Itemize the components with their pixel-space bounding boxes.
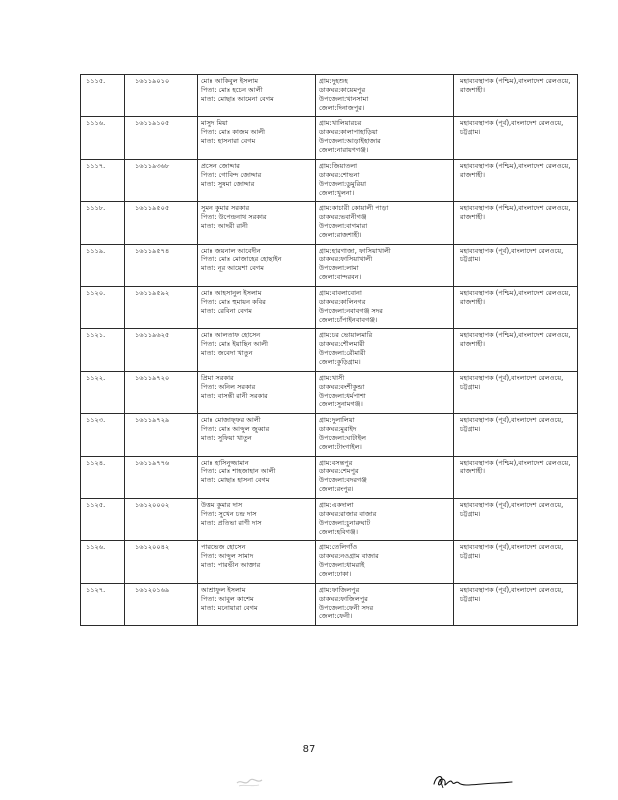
table-row [81,583,578,625]
serial-text: ১১১৮. [86,204,106,213]
table-row [81,456,578,498]
serial-text: ১১২৩. [86,416,106,425]
father-text: পিতা: গোবিন্দ জোদ্দার [201,170,262,179]
roll-cell [125,498,198,540]
post-text: ডাকঘর:শৌলমারী [319,340,365,349]
district-text: জেলা:ঢাকা। [319,570,352,579]
posting-cell [454,371,578,413]
mother-text: মাতা: সুষমা জোদ্দার [201,179,255,188]
mother-text: মাতা: পারভীন আক্তার [201,561,261,570]
address-cell [316,414,454,456]
name-text: প্রিমা সরকার [201,373,234,382]
address-cell [316,159,454,201]
person-cell [198,498,316,540]
address-cell [316,371,454,413]
name-text: আশ্রাফুল ইসলাম [201,585,246,594]
roll-text: ১৬১১৯৫৯২ [135,288,170,297]
post-text: ডাকঘর:মুরাইদ [319,425,357,434]
table-row [81,286,578,328]
address-cell [316,202,454,244]
name-text: মোঃ আহসানুল ইসলাম [201,288,262,297]
upazila-text: উপজেলা:আড়াইহাজার [319,137,381,146]
person-cell [198,202,316,244]
roll-cell [125,244,198,286]
serial-cell [81,498,125,540]
roll-text: ১৬১১৯৭২০ [135,373,170,382]
posting-text: মহাব্যবস্থাপক (পশ্চিম),বাংলাদেশ রেলওয়ে, রাজশাহী। [460,288,571,306]
village-text: গ্রাম:হারগাজা, ফাসিয়াখালী [319,246,391,255]
father-text: পিতা: অনিল সরকার [201,382,256,391]
village-text: গ্রাম:একদালা [319,500,354,509]
name-text: উত্তম কুমার দাস [201,500,243,509]
posting-text: মহাব্যবস্থাপক (পূর্ব),বাংলাদেশ রেলওয়ে, চট্টগ্রাম। [460,119,564,137]
post-text: ডাকঘর:ফাসিয়াখালী [319,255,373,264]
name-text: সুমন কুমার সরকার [201,204,250,213]
serial-text: ১১২৫. [86,500,106,509]
table-row [81,541,578,583]
district-text: জেলা:কুড়িগ্রাম। [319,358,361,367]
serial-cell [81,286,125,328]
roll-cell [125,159,198,201]
village-text: গ্রাম:বসন্তপুর [319,458,353,467]
upazila-text: উপজেলা:চুনারুঘাট [319,518,371,527]
roll-cell [125,414,198,456]
mother-text: মাতা: হাসনারা বেগম [201,137,256,146]
name-text: মোঃ আকিবুল ইসলাম [201,77,259,85]
roll-text: ১৬১১৯৫৭৪ [135,246,170,255]
post-text: ডাকঘর:কালিনগর [319,297,366,306]
serial-cell [81,117,125,159]
father-text: পিতা: মোঃ কাজম আলী [201,128,266,137]
serial-text: ১১১৫. [86,77,106,85]
posting-cell [454,329,578,371]
table-body [81,75,578,626]
table-row [81,414,578,456]
roll-cell [125,75,198,117]
father-text: পিতা: মোঃ হচেন আলী [201,85,263,94]
posting-cell [454,244,578,286]
mother-text: মাতা: মোছাঃ হাসনা বেগম [201,476,270,485]
address-cell [316,244,454,286]
name-text: মোঃ আলতাফ হোসেন [201,331,261,340]
posting-cell [454,456,578,498]
posting-text: মহাব্যবস্থাপক (পশ্চিম),বাংলাদেশ রেলওয়ে, রাজশাহী। [460,161,571,179]
posting-cell [454,541,578,583]
father-text: পিতা: মোঃ হুমায়ন কবির [201,297,266,306]
table-row [81,159,578,201]
upazila-text: উপজেলা:খানসামা [319,94,369,103]
serial-cell [81,583,125,625]
posting-text: মহাব্যবস্থাপক (পূর্ব),বাংলাদেশ রেলওয়ে, চট্টগ্রাম। [460,416,564,434]
serial-text: ১১২৭. [86,585,106,594]
upazila-text: উপজেলা:রৌমারী [319,349,366,358]
roll-cell [125,456,198,498]
post-text: ডাকঘর:শেমপুর [319,467,359,476]
person-cell [198,456,316,498]
person-cell [198,117,316,159]
father-text: পিতা: মোঃ শাহজাহান আলী [201,467,276,476]
address-cell [316,117,454,159]
scan-smudge [235,775,265,789]
roll-cell [125,371,198,413]
mother-text: মাতা: বাসন্তী রানী সরকার [201,391,268,400]
post-text: ডাকঘর:ভবানীগঞ্জ [319,213,367,222]
mother-text: মাতা: প্রতিভা রাণী দাস [201,518,262,527]
district-text: জেলা:ফেনী। [319,612,353,621]
table-row [81,371,578,413]
upazila-text: উপজেলা:বাগমারা [319,221,368,230]
serial-cell [81,371,125,413]
name-text: মোঃ মোজাফ্ফর আলী [201,416,261,425]
roll-cell [125,541,198,583]
post-text: ডাকঘর:বংশীকুন্ডা [319,382,365,391]
upazila-text: উপজেলা:ডুমুরিয়া [319,179,367,188]
posting-cell [454,286,578,328]
address-cell [316,456,454,498]
table-row [81,117,578,159]
roll-text: ১৬১১৯৭২৯ [135,416,170,425]
posting-cell [454,159,578,201]
roll-text: ১৬১১৯৫০৫ [135,204,170,213]
serial-text: ১১২৬. [86,543,106,552]
name-text: পারভেজ হোসেন [201,543,246,552]
father-text: পিতা: মোঃ ইয়াছিন আলী [201,340,269,349]
district-text: জেলা:চাঁপাইনবাবগঞ্জ। [319,315,378,324]
upazila-text: উপজেলা:নবাবগঞ্জ সদর [319,306,383,315]
posting-text: মহাব্যবস্থাপক (পশ্চিম),বাংলাদেশ রেলওয়ে, রাজশাহী। [460,204,571,222]
name-text: মোঃ জয়নাল আবেদীন [201,246,261,255]
post-text: ডাকঘর:কায়েমপুর [319,85,366,94]
serial-text: ১১২৪. [86,458,106,467]
district-text: জেলা:রাজশাহী। [319,230,362,239]
serial-text: ১১২০. [86,288,106,297]
serial-text: ১১২২. [86,373,106,382]
posting-text: মহাব্যবস্থাপক (পূর্ব),বাংলাদেশ রেলওয়ে, চট্টগ্রাম। [460,585,564,603]
district-text: জেলা:খুলনা। [319,188,355,197]
person-cell [198,159,316,201]
roll-text: ১৬১২০১৬৯ [135,585,170,594]
village-text: গ্রাম:জিয়াতলা [319,161,358,170]
roll-text: ১৬১১৯৬২৫ [135,331,170,340]
village-text: গ্রাম:দুলালিয়া [319,416,355,425]
post-text: ডাকঘর:রাজার বাজার [319,509,377,518]
table-row [81,244,578,286]
serial-text: ১১১৬. [86,119,106,128]
roll-text: ১৬১১৯১০৫ [135,119,170,128]
roll-cell [125,202,198,244]
posting-cell [454,202,578,244]
candidate-list-table [80,74,578,626]
mother-text: মাতা: জবেদা খাতুন [201,349,253,358]
posting-cell [454,414,578,456]
serial-cell [81,202,125,244]
village-text: গ্রাম:দুহশুহ [319,77,348,85]
person-cell [198,329,316,371]
posting-cell [454,117,578,159]
village-text: গ্রাম:তেলিগাঁও [319,543,358,552]
father-text: পিতা: সুখেন চন্দ্র দাস [201,509,257,518]
mother-text: মাতা: মনোয়ারা বেগম [201,603,258,612]
village-text: গ্রাম:বাবলাবোনা [319,288,362,297]
post-text: ডাকঘর:কালাপাহাড়িয়া [319,128,378,137]
person-cell [198,414,316,456]
person-cell [198,286,316,328]
table-row [81,202,578,244]
village-text: গ্রাম:খাসী [319,373,345,382]
posting-text: মহাব্যবস্থাপক (পশ্চিম),বাংলাদেশ রেলওয়ে, রাজশাহী। [460,331,571,349]
upazila-text: উপজেলা:লামা [319,264,359,273]
post-text: ডাকঘর:ফাজিলপুর [319,594,368,603]
mother-text: মাতা: মোছাঃ আমেনা বেগম [201,94,274,103]
roll-cell [125,583,198,625]
serial-cell [81,456,125,498]
roll-text: ১৬১১৯৭৭৬ [135,458,170,467]
table-row [81,329,578,371]
serial-cell [81,414,125,456]
village-text: গ্রাম:চর ভোয়ালমারি [319,331,373,340]
roll-cell [125,117,198,159]
serial-cell [81,244,125,286]
district-text: জেলা:টাংগাইল। [319,442,362,451]
address-cell [316,286,454,328]
district-text: জেলা:রংপুর। [319,485,354,494]
roll-text: ১৬১১৯০১০ [135,77,170,85]
page-number: 87 [302,744,316,755]
serial-cell [81,159,125,201]
address-cell [316,75,454,117]
posting-cell [454,498,578,540]
posting-text: মহাব্যবস্থাপক (পূর্ব),বাংলাদেশ রেলওয়ে, চট্টগ্রাম। [460,500,564,518]
upazila-text: উপজেলা:ধর্মপাশা [319,391,366,400]
upazila-text: উপজেলা:ধামরাই [319,561,365,570]
address-cell [316,541,454,583]
roll-text: ১৬১২০০০২ [135,500,170,509]
person-cell [198,75,316,117]
mother-text: মাতা: সুফিয়া খাতুন [201,433,252,442]
father-text: পিতা: আব্দুল সামাদ [201,552,254,561]
name-text: প্রসেন জোদ্দার [201,161,240,170]
person-cell [198,541,316,583]
person-cell [198,371,316,413]
district-text: জেলা:সুনামগঞ্জ। [319,400,363,409]
address-cell [316,583,454,625]
district-text: জেলা:বান্দরবন। [319,273,362,282]
upazila-text: উপজেলা:বদরগঞ্জ [319,476,367,485]
name-text: মোঃ হাসিনুজ্জামান [201,458,249,467]
village-text: গ্রাম:খালিয়ারচর [319,119,362,128]
post-text: ডাকঘর:শোভনা [319,170,360,179]
person-cell [198,583,316,625]
roll-cell [125,329,198,371]
village-text: গ্রাম:ফাজিলপুর [319,585,360,594]
table-row [81,75,578,117]
district-text: জেলা:নারায়ণগঞ্জ। [319,146,369,155]
father-text: পিতা: মোঃ আব্দুল জুব্বার [201,425,270,434]
posting-text: মহাব্যবস্থাপক (পূর্ব),বাংলাদেশ রেলওয়ে, চট্টগ্রাম। [460,246,564,264]
father-text: পিতা: মোঃ মোজাহের হোছাইন [201,255,282,264]
serial-cell [81,75,125,117]
upazila-text: উপজেলা:ফেনী সদর [319,603,374,612]
upazila-text: উপজেলা:ঘাটাইল [319,433,367,442]
mother-text: মাতা: আদরী রানী [201,221,248,230]
posting-cell [454,583,578,625]
district-text: জেলা:হবিগঞ্জ। [319,527,358,536]
serial-cell [81,329,125,371]
mother-text: মাতা: রেবিনা বেগম [201,306,252,315]
posting-text: মহাব্যবস্থাপক (পূর্ব),বাংলাদেশ রেলওয়ে, চট্টগ্রাম। [460,373,564,391]
father-text: পিতা: আবুল কাশেম [201,594,254,603]
serial-text: ১১২১. [86,331,106,340]
district-text: জেলা:দিনাজপুর। [319,103,365,112]
serial-text: ১১১৯. [86,246,106,255]
posting-text: মহাব্যবস্থাপক (পূর্ব),বাংলাদেশ রেলওয়ে, চট্টগ্রাম। [460,543,564,561]
roll-text: ১৬১১৯৩৬৮ [135,161,170,170]
village-text: গ্রাম:কাচারী কোয়ালী পাড়া [319,204,389,213]
signature [430,770,515,792]
father-text: পিতা: উপেন্দ্রনাথ সরকার [201,213,267,222]
serial-text: ১১১৭. [86,161,106,170]
address-cell [316,498,454,540]
posting-text: মহাব্যবস্থাপক (পশ্চিম),বাংলাদেশ রেলওয়ে, রাজশাহী। [460,458,571,476]
roll-cell [125,286,198,328]
name-text: মাসুদ মিয়া [201,119,228,128]
roll-text: ১৬১২০০৪২ [135,543,170,552]
address-cell [316,329,454,371]
posting-cell [454,75,578,117]
post-text: ডাকঘর:নওগ্রাম বাজার [319,552,379,561]
table-row [81,498,578,540]
person-cell [198,244,316,286]
serial-cell [81,541,125,583]
mother-text: মাতা: নূর আয়েশা বেগম [201,264,264,273]
posting-text: মহাব্যবস্থাপক (পশ্চিম),বাংলাদেশ রেলওয়ে, রাজশাহী। [460,77,571,94]
